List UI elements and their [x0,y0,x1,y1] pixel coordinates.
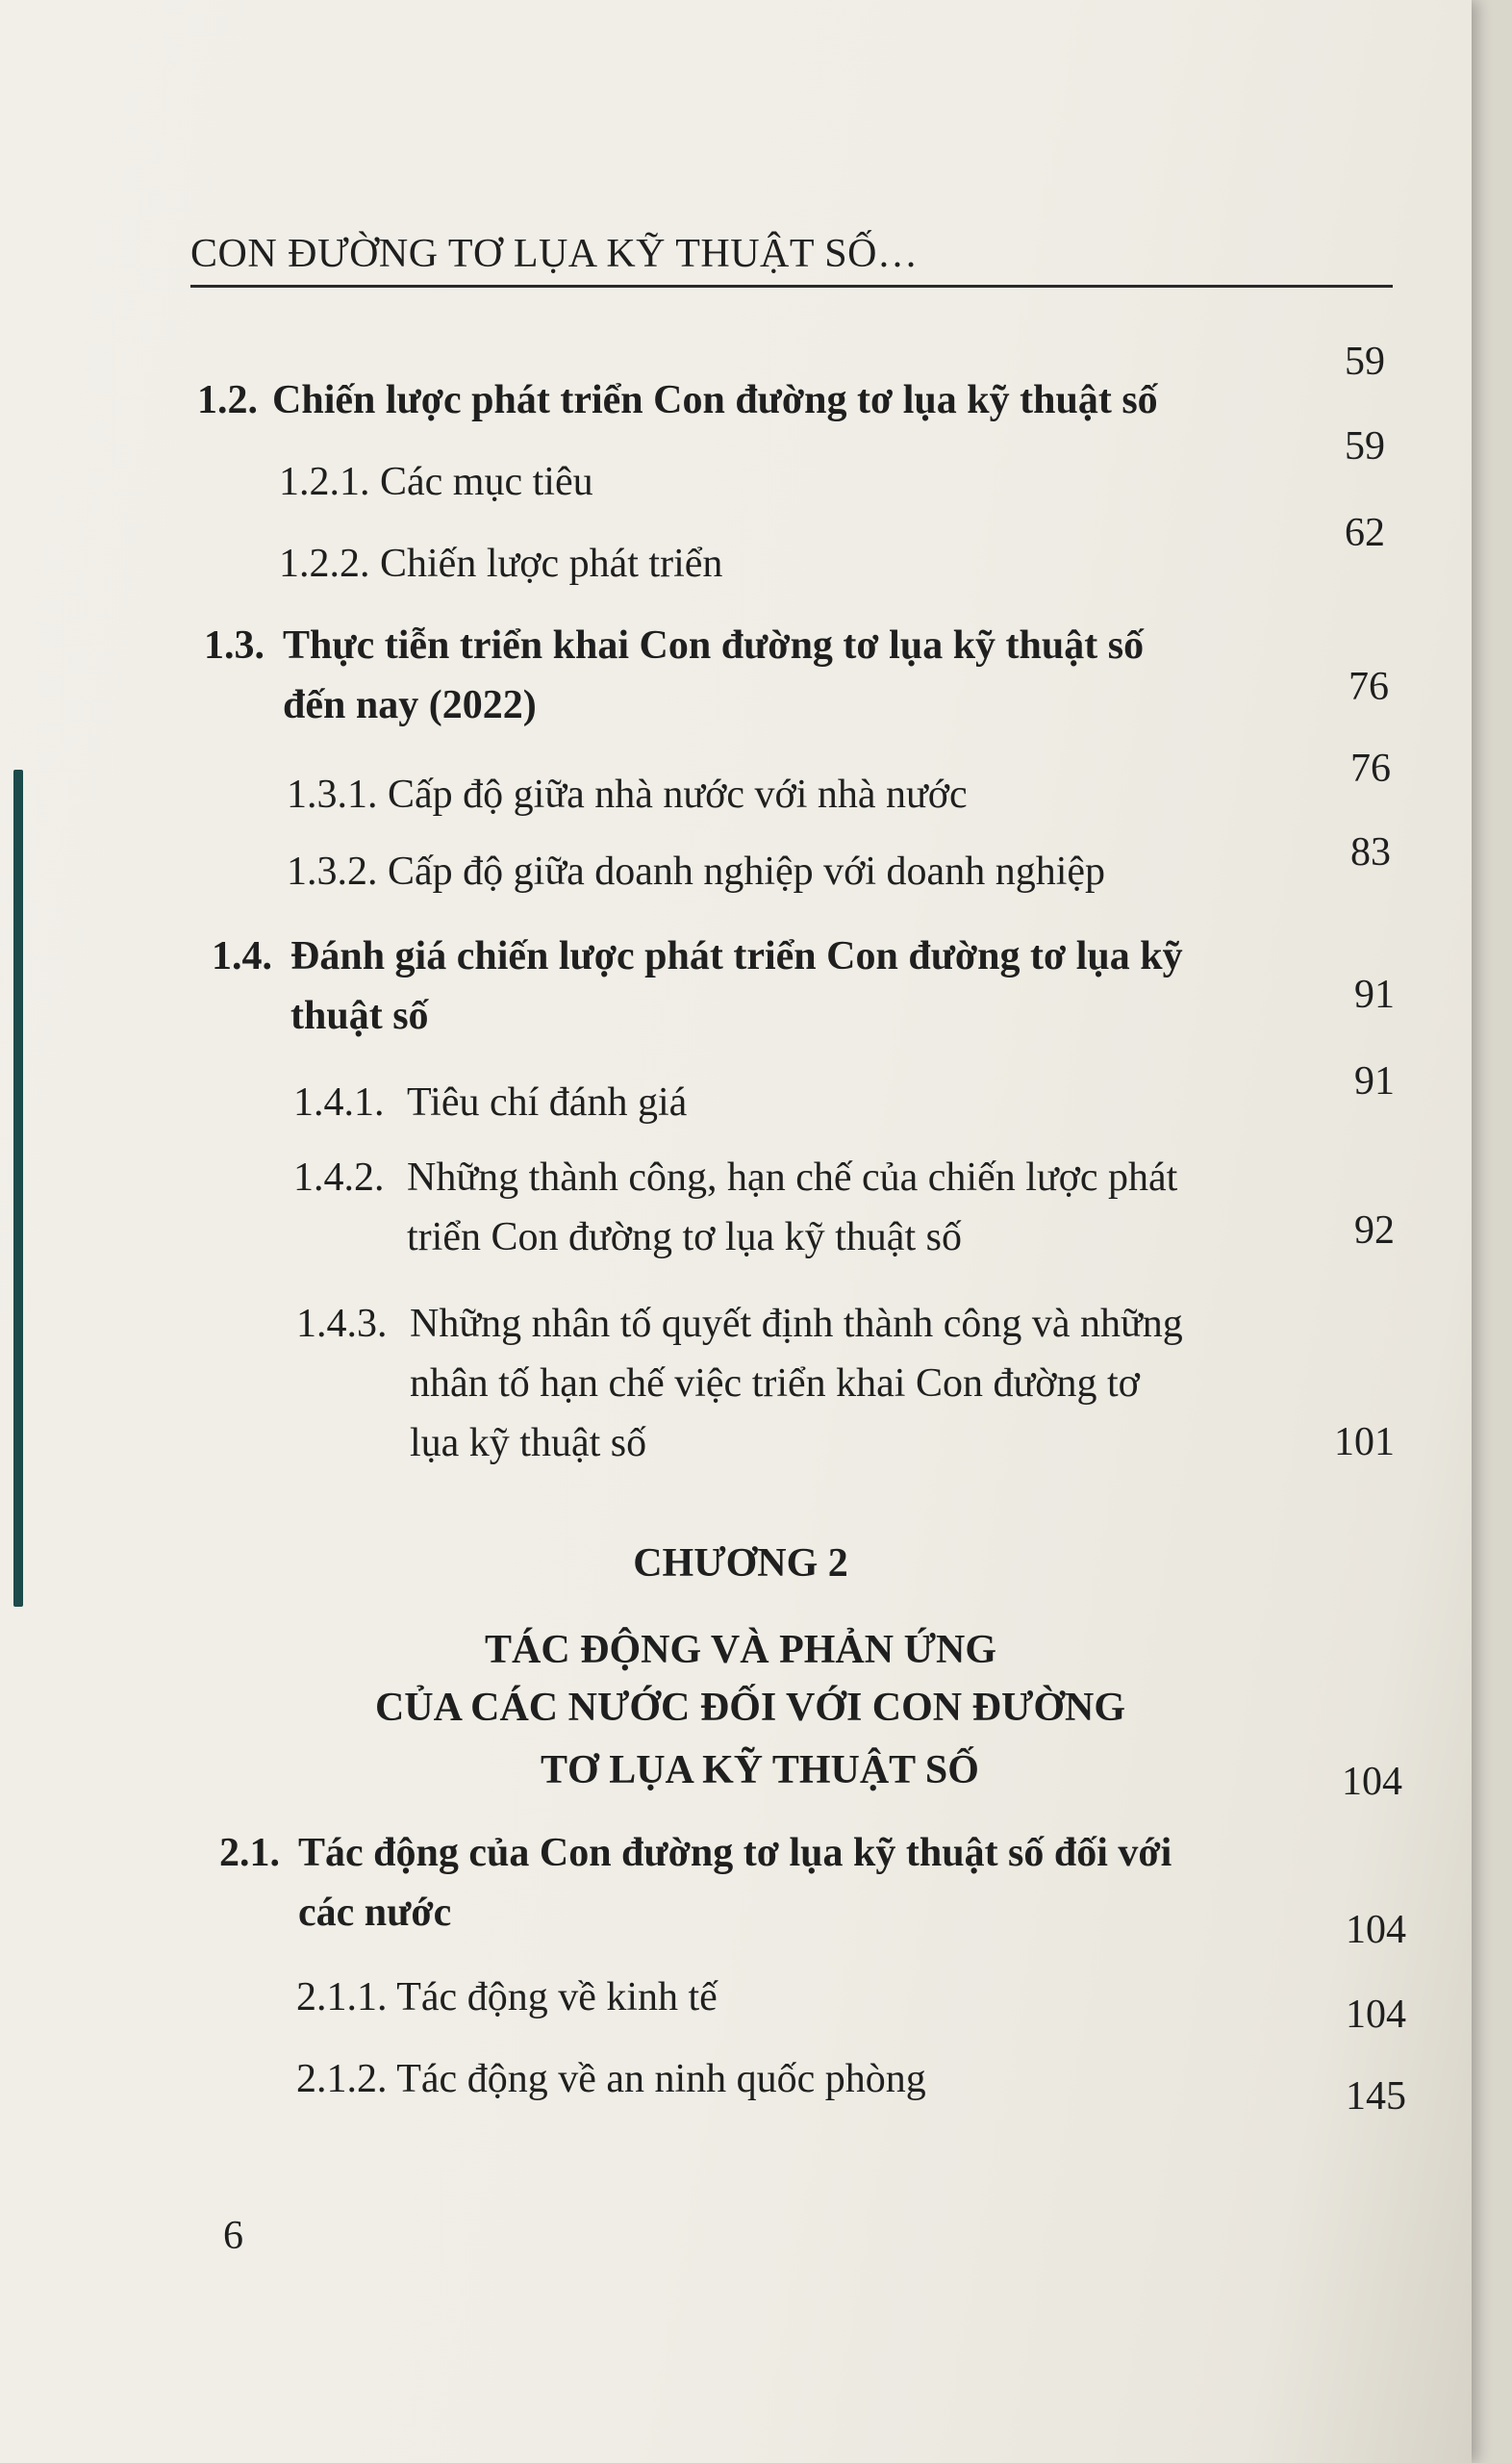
chapter-page: 104 [1342,1760,1402,1804]
toc-entry-2-1: 2.1. Tác động của Con đường tơ lụa kỹ thuật số đối với các nước [219,1831,1172,1935]
toc-page-1-4-2: 92 [1354,1208,1395,1253]
page-number: 6 [223,2214,243,2258]
chapter-label: CHƯƠNG 2 [633,1541,848,1586]
toc-entry-1-2: 1.2. Chiến lược phát triển Con đường tơ lụa kỹ thuật số [197,378,1158,422]
toc-entry-1-3-2: 1.3.2. Cấp độ giữa doanh nghiệp với doanh nghiệp [287,850,1106,894]
toc-page-1-3-1: 76 [1350,747,1391,791]
toc-page-1-3: 76 [1348,665,1389,709]
toc-entry-1-2-1: 1.2.1. Các mục tiêu [279,460,593,504]
toc-page-1-2-2: 62 [1345,511,1385,555]
toc-page-1-4-1: 91 [1354,1059,1395,1104]
toc-page-2-1-1: 104 [1346,1993,1406,2037]
toc-entry-1-4-3: 1.4.3. Những nhân tố quyết định thành công và những nhân tố hạn chế việc triển khai Con đường tơ lụa kỹ thuật số [296,1302,1183,1465]
toc-page-1-2: 59 [1345,340,1385,384]
chapter-title-line3: TƠ LỤA KỸ THUẬT SỐ [541,1748,979,1792]
toc-page-1-3-2: 83 [1350,830,1391,875]
toc-page-1-4: 91 [1354,973,1395,1017]
chapter-title-line2: CỦA CÁC NƯỚC ĐỐI VỚI CON ĐƯỜNG [374,1686,1126,1730]
toc-entry-1-4: 1.4. Đánh giá chiến lược phát triển Con đường tơ lụa kỹ thuật số [212,934,1183,1038]
toc-page-2-1-2: 145 [1346,2074,1406,2119]
chapter-title-line1: TÁC ĐỘNG VÀ PHẢN ỨNG [485,1628,996,1672]
toc-page-1-4-3: 101 [1334,1420,1395,1464]
toc-page-1-2-1: 59 [1345,424,1385,469]
toc-page-2-1: 104 [1346,1908,1406,1952]
toc-entry-1-3-1: 1.3.1. Cấp độ giữa nhà nước với nhà nước [287,773,968,817]
toc-entry-2-1-1: 2.1.1. Tác động về kinh tế [296,1975,718,2019]
toc-entry-2-1-2: 2.1.2. Tác động về an ninh quốc phòng [296,2057,926,2101]
toc-entry-1-2-2: 1.2.2. Chiến lược phát triển [279,542,723,586]
toc-entry-1-4-2: 1.4.2. Những thành công, hạn chế của chiến lược phát triển Con đường tơ lụa kỹ thuật số [293,1155,1178,1259]
toc-entry-1-4-1: 1.4.1. Tiêu chí đánh giá [293,1080,688,1125]
toc-entry-1-3: 1.3. Thực tiễn triển khai Con đường tơ lụa kỹ thuật số đến nay (2022) [204,623,1145,727]
running-head: CON ĐƯỜNG TƠ LỤA KỸ THUẬT SỐ… [190,231,1393,288]
